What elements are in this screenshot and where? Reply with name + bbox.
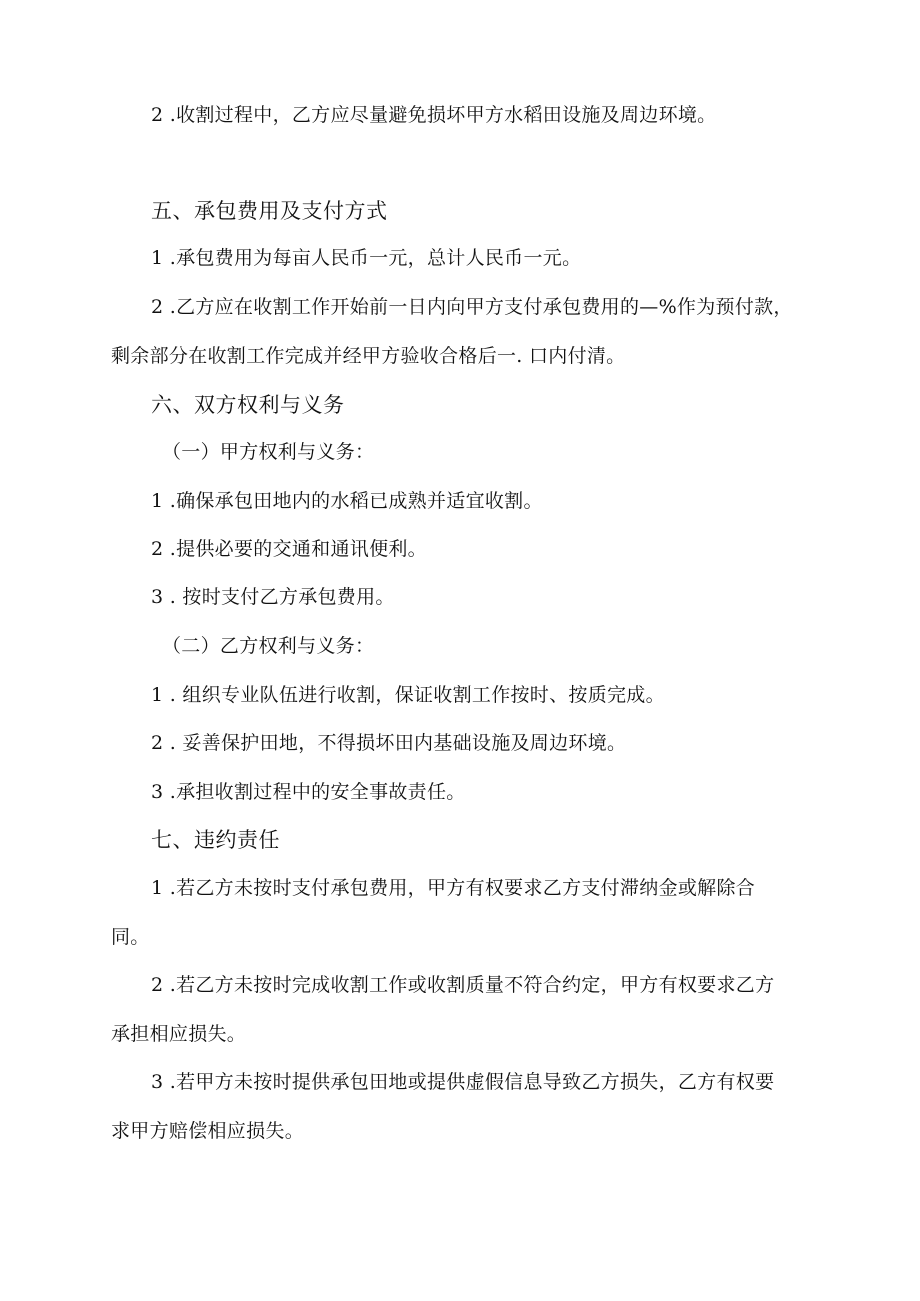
- subheading-party-a: （一）甲方权利与义务：: [162, 441, 375, 463]
- paragraph-b-team: 1 . 组织专业队伍进行收割，保证收割工作按时、按质完成。: [151, 684, 665, 706]
- paragraph-a-ripe-rice: 1 .确保承包田地内的水稻已成熟并适宜收割。: [151, 490, 543, 512]
- paragraph-harvest-protection: 2 .收割过程中，乙方应尽量避免损坏甲方水稻田设施及周边环境。: [151, 104, 717, 126]
- section-heading-fees: 五、承包费用及支付方式: [151, 199, 388, 223]
- section-heading-rights: 六、双方权利与义务: [151, 393, 345, 417]
- paragraph-b-safety: 3 .承担收割过程中的安全事故责任。: [151, 781, 466, 803]
- paragraph-liability-2-continued: 承担相应损失。: [111, 1023, 247, 1045]
- paragraph-liability-1: 1 .若乙方未按时支付承包费用，甲方有权要求乙方支付滞纳金或解除合: [151, 877, 756, 899]
- paragraph-prepayment: 2 .乙方应在收割工作开始前一日内向甲方支付承包费用的—%作为预付款，: [151, 296, 793, 318]
- paragraph-a-transport: 2 .提供必要的交通和通讯便利。: [151, 538, 427, 560]
- paragraph-a-payment: 3 . 按时支付乙方承包费用。: [151, 586, 395, 608]
- paragraph-liability-3: 3 .若甲方未按时提供承包田地或提供虚假信息导致乙方损失，乙方有权要: [151, 1071, 775, 1093]
- paragraph-b-protect: 2 . 妥善保护田地，不得损坏田内基础设施及周边环境。: [151, 732, 627, 754]
- section-heading-liability: 七、违约责任: [151, 828, 280, 852]
- paragraph-liability-3-continued: 求甲方赔偿相应损失。: [111, 1120, 305, 1142]
- paragraph-liability-1-continued: 同。: [111, 926, 150, 948]
- paragraph-fee-amount: 1 .承包费用为每亩人民币一元，总计人民币一元。: [151, 247, 582, 269]
- subheading-party-b: （二）乙方权利与义务：: [162, 635, 375, 657]
- paragraph-prepayment-continued: 剩余部分在收割工作完成并经甲方验收合格后一. 口内付清。: [111, 345, 626, 367]
- paragraph-liability-2: 2 .若乙方未按时完成收割工作或收割质量不符合约定，甲方有权要求乙方: [151, 974, 775, 996]
